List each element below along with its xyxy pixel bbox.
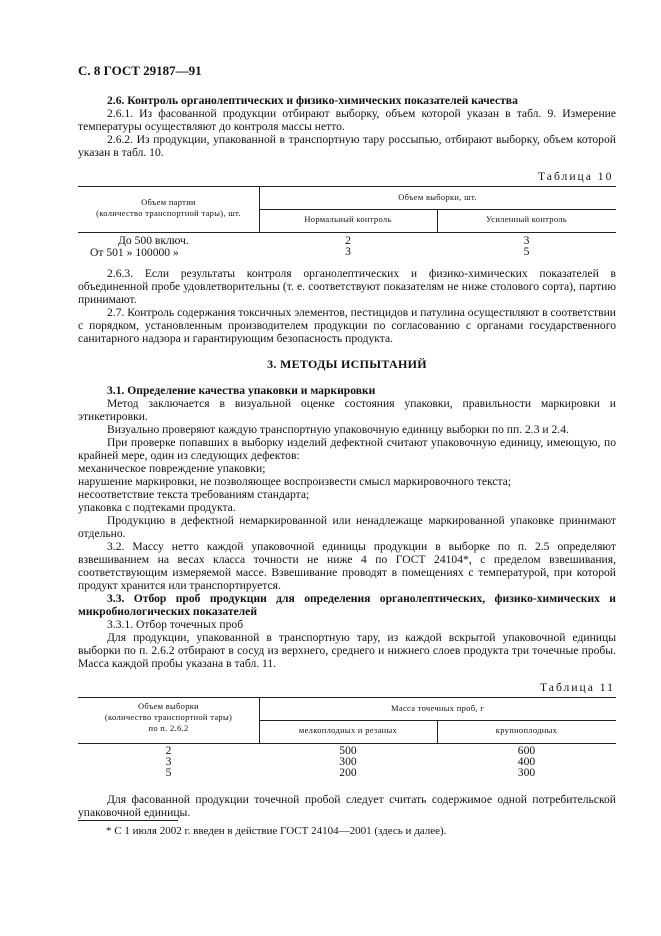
table-11-caption: Таблица 11 xyxy=(540,681,615,694)
table-row: От 501 » 100000 » xyxy=(90,246,179,259)
section-3-3-heading: 3.3. Отбор проб продукции для определения органолептических, физико-химических и микробиологических показателей xyxy=(78,592,616,618)
section-3-1-heading: 3.1. Определение качества упаковки и маркировки xyxy=(107,384,376,397)
para-3-3-1: Для продукции, упакованной в транспортную тару, из каждой вскрытой упаковочной единицы выборки по п. 2.6.2 отбирают в сосуд из верхнего, среднего и нижнего слоев продукта три точечные пробы. Масса каждой пробы указана в табл. 11. xyxy=(78,631,616,670)
page-header: С. 8 ГОСТ 29187—91 xyxy=(78,63,202,78)
table-10-col2-header: Нормальный контроль xyxy=(304,214,392,224)
table-10-col1-header: Объем партии (количество транспортной тары), шт. xyxy=(96,197,241,218)
para-3-1-4: Продукцию в дефектной немаркированной или ненадлежаще маркированной упаковке принимают отдельно. xyxy=(78,514,616,540)
table-cell: 3 xyxy=(345,245,351,258)
para-2-7: 2.7. Контроль содержания токсичных элементов, пестицидов и патулина осуществляют в соответствии с порядком, установленным производителем продукции по согласованию с органами государственного санитарного надзора и гарантирующим безопасность продукта. xyxy=(78,306,616,345)
table-cell: 300 xyxy=(517,766,536,779)
table-cell: 2 xyxy=(165,744,172,757)
table-cell: 600 xyxy=(517,744,536,757)
table-row: До 500 включ. xyxy=(118,234,189,247)
table-11-col3-header: крупноплодных xyxy=(495,725,558,735)
table-cell: 5 xyxy=(165,766,172,779)
footnote-divider xyxy=(78,820,178,821)
table-cell: 3 xyxy=(523,234,530,247)
para-3-1-2: Визуально проверяют каждую транспортную упаковочную единицу выборки по пп. 2.3 и 2.4. xyxy=(107,423,569,436)
defect-item: несоответствие текста требованиям стандарта; xyxy=(78,488,310,501)
table-11-col2-header: мелкоплодных и резаных xyxy=(298,725,398,735)
table-10-caption: Таблица 10 xyxy=(538,170,614,183)
para-2-6-3: 2.6.3. Если результаты контроля органолептических и физико-химических показателей в объединенной пробе удовлетворительны (т. е. соответствуют показателям не ниже столового сорта), партию принимают. xyxy=(78,267,616,306)
section-3-title: 3. МЕТОДЫ ИСПЫТАНИЙ xyxy=(267,357,427,371)
defect-item: механическое повреждение упаковки; xyxy=(78,462,266,475)
table-10-col3-header: Усиленный контроль xyxy=(485,214,568,224)
section-3-1 xyxy=(78,384,616,670)
subsection-3-3-1: 3.3.1. Отбор точечных проб xyxy=(107,618,244,631)
table-cell: 3 xyxy=(165,755,172,768)
defect-item: упаковка с подтеками продукта. xyxy=(78,501,236,514)
table-cell: 300 xyxy=(339,755,357,768)
table-cell: 200 xyxy=(339,766,357,779)
para-2-6-1: 2.6.1. Из фасованной продукции отбирают выборку, объем которой указан в табл. 9. Измерение температуры осуществляют до контроля массы нетто. xyxy=(78,107,616,133)
table-cell: 400 xyxy=(517,755,536,768)
para-final: Для фасованной продукции точечной пробой следует считать содержимое одной потребительской упаковочной единицы. xyxy=(78,793,616,819)
table-cell: 500 xyxy=(339,744,357,757)
section-2-6-heading: 2.6. Контроль органолептических и физико-химических показателей качества xyxy=(107,94,518,107)
section-2-6 xyxy=(78,94,616,159)
para-3-1-1: Метод заключается в визуальной оценке состояния упаковки, правильности маркировки и этикетировки. xyxy=(78,397,616,423)
table-cell: 5 xyxy=(523,245,530,258)
final-paragraph-block xyxy=(78,793,616,819)
footnote: * С 1 июля 2002 г. введен в действие ГОСТ 24104—2001 (здесь и далее). xyxy=(106,825,447,837)
table-11-col1-header: Объем выборки (количество транспортной тары) по п. 2.6.2 xyxy=(104,701,233,733)
para-3-1-3: При проверке попавших в выборку изделий дефектной считают упаковочную единицу, имеющую, по крайней мере, один из следующих дефектов: xyxy=(78,436,616,462)
table-11-group-header: Масса точечных проб, г xyxy=(391,703,484,713)
section-2-6-3-and-2-7 xyxy=(78,267,616,345)
table-cell: 2 xyxy=(345,234,351,247)
para-3-2: 3.2. Массу нетто каждой упаковочной единицы продукции в выборке по п. 2.5 определяют взвешиванием на весах класса точности не ниже 4 по ГОСТ 24104*, с пределом взвешивания, соответствующим измеряемой массе. Взвешивание проводят в помещениях с температурой, при которой продукт хранится или транспортируется. xyxy=(78,540,616,592)
table-10-group-header: Объем выборки, шт. xyxy=(398,192,477,202)
para-2-6-2: 2.6.2. Из продукции, упакованной в транспортную тару россыпью, отбирают выборку, объем которой указан в табл. 10. xyxy=(78,133,616,159)
defect-item: нарушение маркировки, не позволяющее воспроизвести смысл маркировочного текста; xyxy=(78,475,512,488)
